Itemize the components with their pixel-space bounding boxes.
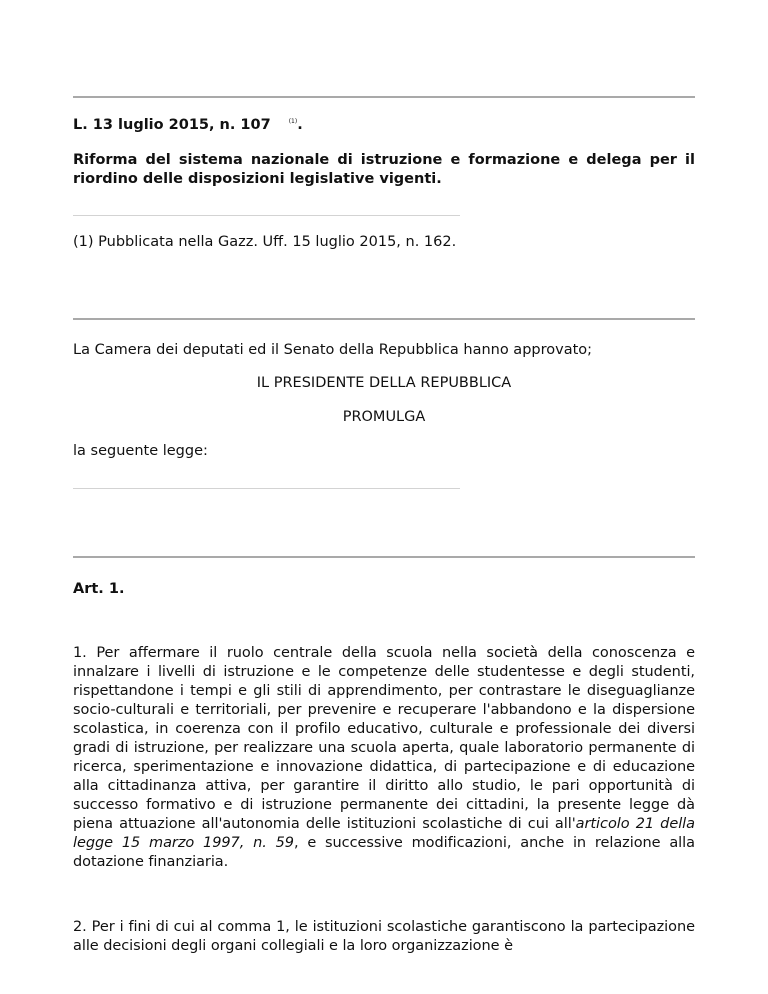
preamble-separator	[73, 488, 460, 489]
article-paragraph-1	[73, 644, 695, 872]
legal-reference-link[interactable]: articolo 21 della legge 15 marzo 1997, n. 59	[73, 816, 695, 851]
paragraph-1-text: 1. Per affermare il ruolo centrale della scuola nella società della conoscenza e innalzare i livelli di istruzione e le competenze delle studentesse e degli studenti, rispettandone i tempi e gli stili di apprendimento, per contrastare le diseguaglianze socio-culturali e territoriali, per prevenire e recuperare l'abbandono e la dispersione scolastica, in coerenza con il profilo educativo, culturale e professionale dei diversi gradi di istruzione, per realizzare una scuola aperta, quale laboratorio permanente di ricerca, sperimentazione e innovazione didattica, di partecipazione e di educazione alla cittadinanza attiva, per garantire il diritto allo studio, le pari opportunità di successo formativo e di istruzione permanente dei cittadini, la presente legge dà piena attuazione all'autonomia delle istituzioni scolastiche di cui all'	[73, 645, 695, 832]
separator-preamble	[73, 318, 695, 320]
footnote-separator	[73, 215, 460, 216]
paragraph-1-text-end: , e successive modificazioni, anche in relazione alla dotazione finanziaria.	[73, 835, 695, 870]
law-title	[73, 117, 303, 133]
president-heading: IL PRESIDENTE DELLA REPUBBLICA	[256, 375, 512, 391]
law-title-end: .	[297, 117, 303, 133]
article-title: Art. 1.	[73, 581, 125, 597]
separator-article	[73, 556, 695, 558]
law-title-text: L. 13 luglio 2015, n. 107	[73, 117, 271, 133]
footnote-marker[interactable]: (1)	[288, 118, 298, 125]
footnote-text: (1) Pubblicata nella Gazz. Uff. 15 luglio 2015, n. 162.	[73, 234, 457, 250]
separator-top	[73, 96, 695, 98]
promulga-heading: PROMULGA	[342, 409, 426, 425]
law-intro-text: la seguente legge:	[73, 443, 208, 459]
approval-text: La Camera dei deputati ed il Senato della Repubblica hanno approvato;	[73, 342, 593, 358]
law-subtitle: Riforma del sistema nazionale di istruzione e formazione e delega per il riordino delle disposizioni legislative vigenti.	[73, 152, 695, 187]
article-paragraph-2: 2. Per i fini di cui al comma 1, le istituzioni scolastiche garantiscono la partecipazione alle decisioni degli organi collegiali e la loro organizzazione è	[73, 919, 695, 954]
